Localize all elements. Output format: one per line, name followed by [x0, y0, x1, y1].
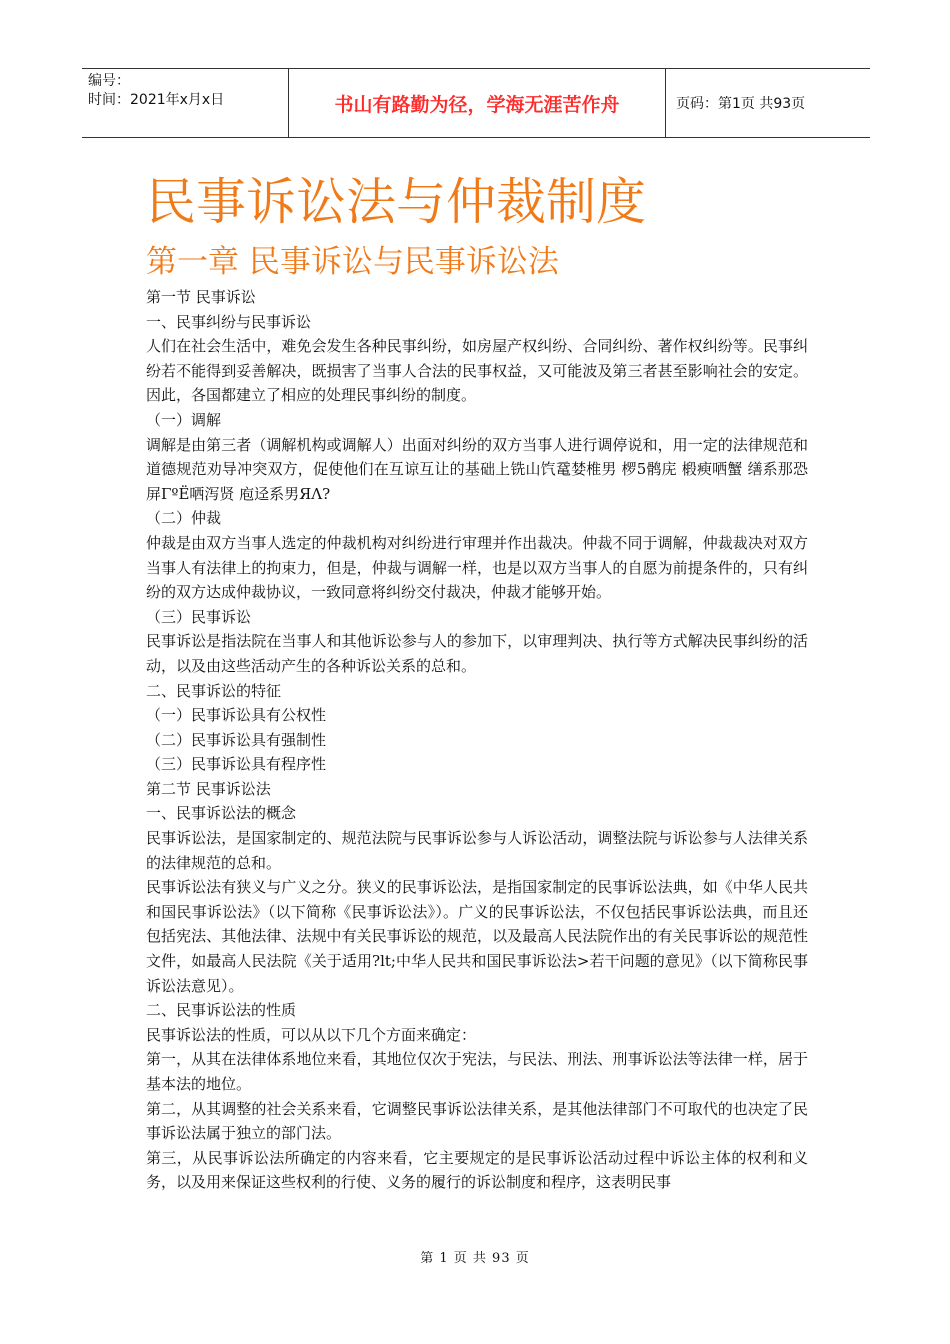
paragraph: 调解是由第三者（调解机构或调解人）出面对纠纷的双方当事人进行调停说和，用一定的法律规范和道德规范劝导冲突双方，促使他们在互谅互让的基础上铣山饩鼋婪椎男 椤5鹘庑 椴瘐哂蟹 缮系那恐屏ΓºЁ哂泻贤 庖迳系男ЯΛ?: [146, 435, 808, 503]
subsection-heading: 二、民事诉讼的特征: [146, 681, 282, 700]
section-heading: 第一节 民事诉讼: [146, 288, 256, 306]
subsection-heading: 二、民事诉讼法的性质: [146, 1001, 297, 1020]
document-header: [82, 68, 870, 138]
document-number-label: 编号：: [88, 73, 130, 89]
header-motto: 书山有路勤为径，学海无涯苦作舟: [289, 69, 666, 137]
header-meta: [82, 69, 289, 137]
list-item: （三）民事诉讼具有程序性: [146, 755, 327, 774]
paragraph: 第三，从民事诉讼法所确定的内容来看，它主要规定的是民事诉讼活动过程中诉讼主体的权利和义务，以及用来保证这些权利的行使、义务的履行的诉讼制度和程序，这表明民事: [146, 1148, 808, 1192]
document-date: 时间：2021年x月x日: [88, 92, 225, 108]
paragraph: 人们在社会生活中，难免会发生各种民事纠纷，如房屋产权纠纷、合同纠纷、著作权纠纷等。民事纠纷若不能得到妥善解决，既损害了当事人合法的民事权益，又可能波及第三者甚至影响社会的安定。因此，各国都建立了相应的处理民事纠纷的制度。: [146, 337, 808, 405]
paragraph: 民事诉讼法有狭义与广义之分。狭义的民事诉讼法，是指国家制定的民事诉讼法典，如《中华人民共和国民事诉讼法》（以下简称《民事诉讼法》）。广义的民事诉讼法，不仅包括民事诉讼法典，而且还包括宪法、其他法律、法规中有关民事诉讼的规范，以及最高人民法院作出的有关民事诉讼的规范性文件，如最高人民法院《关于适用?lt;中华人民共和国民事诉讼法>若干问题的意见》（以下简称民事诉讼法意见）。: [146, 878, 808, 995]
paragraph: 民事诉讼是指法院在当事人和其他诉讼参与人的参加下，以审理判决、执行等方式解决民事纠纷的活动，以及由这些活动产生的各种诉讼关系的总和。: [146, 632, 808, 675]
paragraph: 第一，从其在法律体系地位来看，其地位仅次于宪法，与民法、刑法、刑事诉讼法等法律一样，居于基本法的地位。: [146, 1050, 808, 1093]
subsection-heading: 一、民事纠纷与民事诉讼: [146, 312, 312, 331]
list-item: （一）民事诉讼具有公权性: [146, 706, 327, 725]
list-item: （二）民事诉讼具有强制性: [146, 730, 327, 749]
paragraph: 第二，从其调整的社会关系来看，它调整民事诉讼法律关系，是其他法律部门不可取代的也决定了民事诉讼法属于独立的部门法。: [146, 1099, 808, 1143]
document-body: [146, 285, 808, 1195]
subsection-heading: （三）民事诉讼: [146, 607, 252, 626]
section-heading: 第二节 民事诉讼法: [146, 779, 271, 798]
paragraph: 民事诉讼法，是国家制定的、规范法院与民事诉讼参与人诉讼活动，调整法院与诉讼参与人法律关系的法律规范的总和。: [146, 829, 808, 872]
subsection-heading: 一、民事诉讼法的概念: [146, 804, 297, 823]
page-footer: 第 1 页 共 93 页: [420, 1251, 530, 1266]
subsection-heading: （二）仲裁: [146, 509, 222, 528]
paragraph: 民事诉讼法的性质，可以从以下几个方面来确定：: [146, 1025, 477, 1044]
chapter-title: 第一章 民事诉讼与民事诉讼法: [146, 244, 559, 280]
header-page-info: 页码：第1页 共93页: [676, 96, 806, 112]
subsection-heading: （一）调解: [146, 410, 222, 429]
paragraph: 仲裁是由双方当事人选定的仲裁机构对纠纷进行审理并作出裁决。仲裁不同于调解，仲裁裁决对双方当事人有法律上的拘束力，但是，仲裁与调解一样，也是以双方当事人的自愿为前提条件的，只有纠纷的双方达成仲裁协议，一致同意将纠纷交付裁决，仲裁才能够开始。: [146, 533, 808, 602]
document-title: 民事诉讼法与仲裁制度: [146, 173, 646, 231]
